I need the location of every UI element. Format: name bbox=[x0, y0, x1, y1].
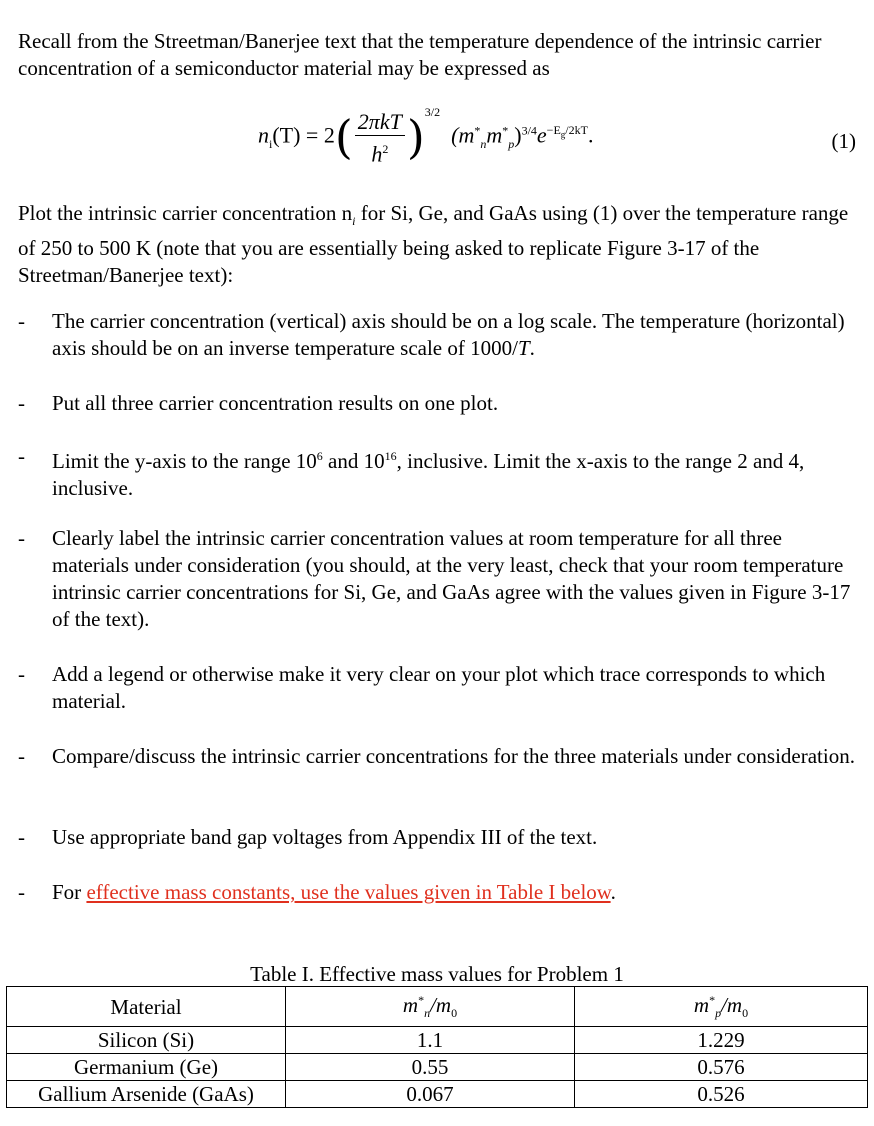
cell-material: Silicon (Si) bbox=[7, 1027, 286, 1054]
bullet-text: Compare/discuss the intrinsic carrier concentrations for the three materials under consideration. bbox=[52, 744, 855, 768]
eq-open-paren: ( bbox=[334, 110, 353, 165]
eq-mp-sub: p bbox=[508, 137, 515, 152]
bullet-dash: - bbox=[18, 880, 25, 904]
eq-lhs-arg: (T) = 2 bbox=[272, 122, 335, 148]
bullet-text: Use appropriate band gap voltages from Appendix III of the text. bbox=[52, 825, 598, 849]
bullet-dash: - bbox=[18, 444, 25, 468]
cell-material: Gallium Arsenide (GaAs) bbox=[7, 1081, 286, 1108]
effective-mass-link[interactable]: effective mass constants, use the values given in Table I below bbox=[86, 880, 611, 904]
cell-mp: 1.229 bbox=[575, 1027, 868, 1054]
cell-mn: 0.55 bbox=[286, 1054, 575, 1081]
table-caption: Table I. Effective mass values for Problem 1 bbox=[250, 962, 624, 986]
bullet-text: Add a legend or otherwise make it very clear on your plot which trace corresponds to which material. bbox=[52, 662, 826, 713]
eq-frac-bot: $h^2$ bbox=[371, 141, 389, 167]
eq-mass-term: (m bbox=[451, 122, 475, 148]
eq-lhs-sub: i bbox=[269, 137, 273, 152]
table-row bbox=[7, 1054, 868, 1081]
bullet-text: The carrier concentration (vertical) axis should be on a log scale. The temperature (horizontal) axis should be on an inverse temperature scale of 1000/T. bbox=[52, 309, 845, 360]
bullet-dash: - bbox=[18, 391, 25, 415]
bullet-text: For effective mass constants, use the values given in Table I below. bbox=[52, 880, 616, 904]
cell-mn: 0.067 bbox=[286, 1081, 575, 1108]
bullet-text: Limit the y-axis to the range $10^6$ and $10^{16}$, inclusive. Limit the x-axis to the range 2 and 4, inclusive. bbox=[52, 449, 805, 500]
cell-mp: 0.576 bbox=[575, 1054, 868, 1081]
eq-exp-power: −E bbox=[546, 123, 561, 138]
cell-mp: 0.526 bbox=[575, 1081, 868, 1108]
eq-lhs: n bbox=[258, 122, 269, 148]
table-row bbox=[7, 1027, 868, 1054]
bullet-text: Clearly label the intrinsic carrier concentration values at room temperature for all three materials under consideration (you should, at the very least, check that your room temperature intrinsic carrier concentrations for Si, Ge, and GaAs agree with the values given in Figure 3-17 of the text). bbox=[52, 526, 851, 631]
eq-mass-exponent: 3/4 bbox=[521, 123, 537, 138]
plot-instruction-paragraph: Plot the intrinsic carrier concentration $n_i$ for Si, Ge, and GaAs using (1) over the temperature range of 250 to 500 K (note that you are essentially being asked to replicate Figure 3-17 of the Streetman/Banerjee text): bbox=[18, 201, 849, 288]
bullet-dash: - bbox=[18, 526, 25, 550]
bullet-dash: - bbox=[18, 825, 25, 849]
eq-period: . bbox=[587, 122, 594, 148]
equation-number: (1) bbox=[831, 129, 856, 153]
effective-mass-table bbox=[6, 986, 868, 1108]
header-mp: $m^*_p/m_0$ bbox=[575, 987, 868, 1027]
header-mn: $m^*_n/m_0$ bbox=[286, 987, 575, 1027]
header-material: Material bbox=[7, 987, 286, 1027]
table-header-row bbox=[7, 987, 868, 1027]
bullet-text: Put all three carrier concentration results on one plot. bbox=[52, 391, 499, 415]
cell-material: Germanium (Ge) bbox=[7, 1054, 286, 1081]
eq-frac-top: 2πkT bbox=[355, 108, 405, 136]
eq-paren-exponent: 3/2 bbox=[424, 105, 441, 120]
table-row bbox=[7, 1081, 868, 1108]
eq-close-paren: ) bbox=[406, 110, 425, 165]
cell-mn: 1.1 bbox=[286, 1027, 575, 1054]
bullet-dash: - bbox=[18, 662, 25, 686]
carrier-concentration-equation bbox=[0, 100, 874, 180]
eq-mass-close: ) bbox=[514, 122, 522, 148]
equation-formula: $n_i(T) = 2$( $\frac{\text{2πkT}}{h^2}$ )$^{3/2}$ $(m^*_nm^*_p)^{3/4}e^{-E_g/2kT}$. bbox=[258, 105, 594, 167]
eq-mp: m bbox=[486, 122, 503, 148]
intro-paragraph: Recall from the Streetman/Banerjee text that the temperature dependence of the intrinsic carrier concentration of a semiconductor material may be expressed as bbox=[18, 29, 822, 80]
eq-mn-sub: n bbox=[480, 137, 487, 152]
eq-fraction bbox=[355, 108, 405, 167]
eq-exp-base: e bbox=[536, 122, 547, 148]
bullet-dash: - bbox=[18, 744, 25, 768]
bullet-dash: - bbox=[18, 309, 25, 333]
